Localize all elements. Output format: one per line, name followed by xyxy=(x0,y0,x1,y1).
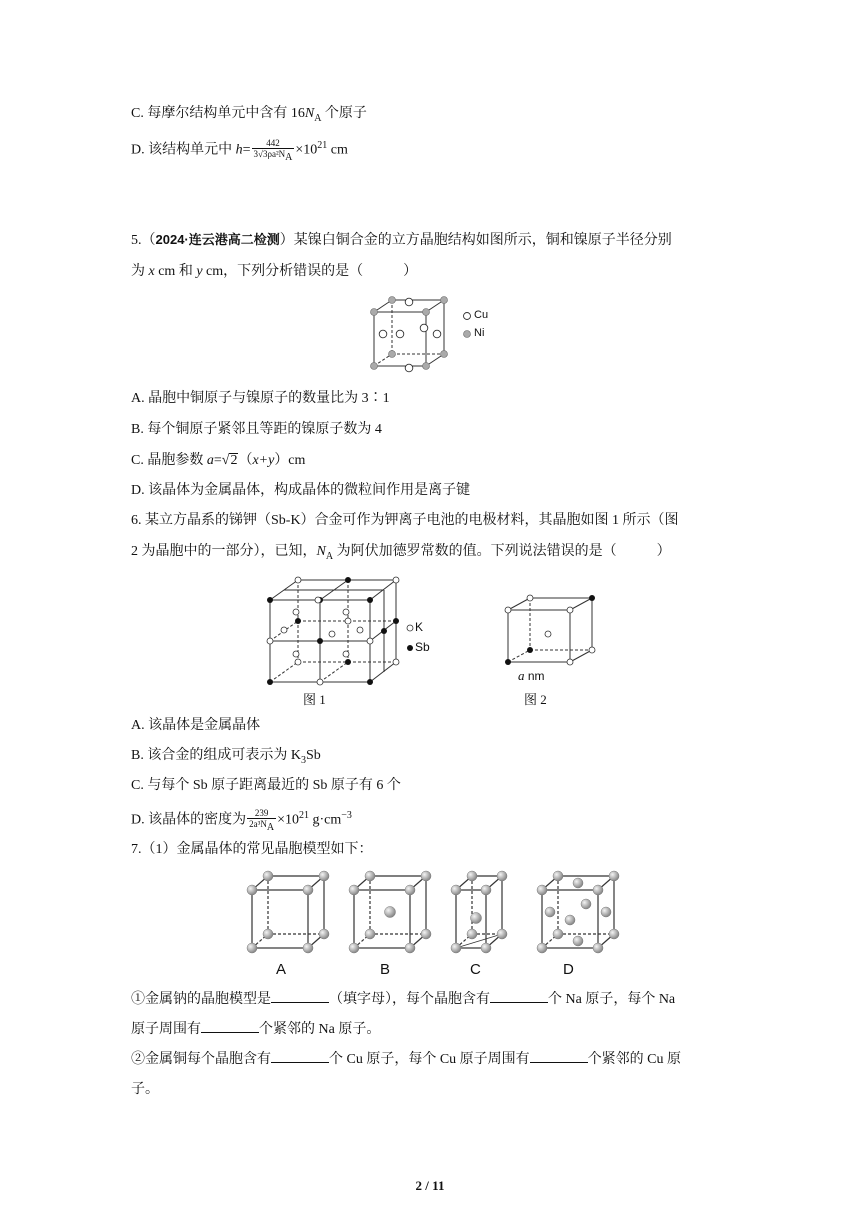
q6-stem-line1: 6. 某立方晶系的锑钾（Sb-K）合金可作为钾离子电池的电极材料，其晶胞如图 1 所示（图 xyxy=(131,513,679,528)
q5-option-c: C. 晶胞参数 a=√2（x+y）cm xyxy=(131,453,306,468)
q6-figure-1 xyxy=(262,574,402,688)
q5-stem-line2: 为 x cm 和 y cm，下列分析错误的是（ ） xyxy=(131,264,418,279)
q7-sub2-line2: 子。 xyxy=(131,1082,159,1097)
answer-blank[interactable] xyxy=(201,1020,259,1033)
q7-sub1-line1: ①金属钠的晶胞模型是 （填字母），每个晶胞含有 个 Na 原子，每个 Na xyxy=(131,992,676,1007)
q7-cell-models xyxy=(246,870,646,960)
q5-option-a: A. 晶胞中铜原子与镍原子的数量比为 3∶1 xyxy=(131,391,390,406)
q6-option-a: A. 该晶体是金属晶体 xyxy=(131,718,261,733)
q5-unit-cell-figure xyxy=(366,294,476,380)
model-label-c: C xyxy=(470,961,481,978)
fig2-dimension: a nm xyxy=(518,668,545,683)
q5-stem-line1: 5.（2024·连云港高二检测）某镍白铜合金的立方晶胞结构如图所示，铜和镍原子半径分别 xyxy=(131,232,672,248)
answer-blank[interactable] xyxy=(530,1050,588,1063)
page-number: 2 / 11 xyxy=(415,1178,445,1193)
model-label-a: A xyxy=(276,961,287,978)
q6-figure-2 xyxy=(500,592,600,668)
q6-option-c: C. 与每个 Sb 原子距离最近的 Sb 原子有 6 个 xyxy=(131,778,401,793)
fig2-caption: 图 2 xyxy=(524,692,547,707)
fraction: $\frac{239}{2a^3N_A}$ xyxy=(249,808,275,833)
q7-stem: 7.（1）金属晶体的常见晶胞模型如下： xyxy=(131,842,373,857)
q6-option-d: D. 该晶体的密度为 $\frac{239}{2a^3N_A}$ $\times 10^{21}$ $g\cdot cm^{-3}$ xyxy=(131,808,352,833)
model-label-d: D xyxy=(563,961,574,978)
legend-cu: Cu xyxy=(474,309,489,321)
answer-blank[interactable] xyxy=(271,990,329,1003)
fraction: $\frac{442}{3√3\rho a^2N_A}$ xyxy=(253,138,293,163)
q5-option-b: B. 每个铜原子紧邻且等距的镍原子数为 4 xyxy=(131,422,382,437)
answer-blank[interactable] xyxy=(490,990,548,1003)
q7-sub1-line2: 原子周围有 个紧邻的 Na 原子。 xyxy=(131,1022,381,1037)
fig1-caption: 图 1 xyxy=(303,692,326,707)
q6-stem-line2: 2 为晶胞中的一部分），已知，$N_A$ 为阿伏加德罗常数的值。下列说法错误的是（ ） xyxy=(131,544,671,562)
q7-sub2-line1: ②金属铜每个晶胞含有 个 Cu 原子，每个 Cu 原子周围有 个紧邻的 Cu 原 xyxy=(131,1052,682,1067)
answer-blank[interactable] xyxy=(271,1050,329,1063)
q4-option-d: D. 该结构单元中 h= $\frac{442}{3√3\rho a^2N_A}$ $\times 10^{21}$ cm xyxy=(131,138,348,163)
model-label-b: B xyxy=(380,961,391,978)
legend-ni: Ni xyxy=(474,327,485,339)
q4-option-c: C. 每摩尔结构单元中含有 $16N_A$ 个原子 xyxy=(131,106,367,124)
legend-k: K xyxy=(415,620,424,634)
q5-option-d: D. 该晶体为金属晶体，构成晶体的微粒间作用是离子键 xyxy=(131,483,471,498)
q6-option-b: B. 该合金的组成可表示为 $K_3Sb$ xyxy=(131,748,321,766)
legend-sb: Sb xyxy=(415,640,430,654)
